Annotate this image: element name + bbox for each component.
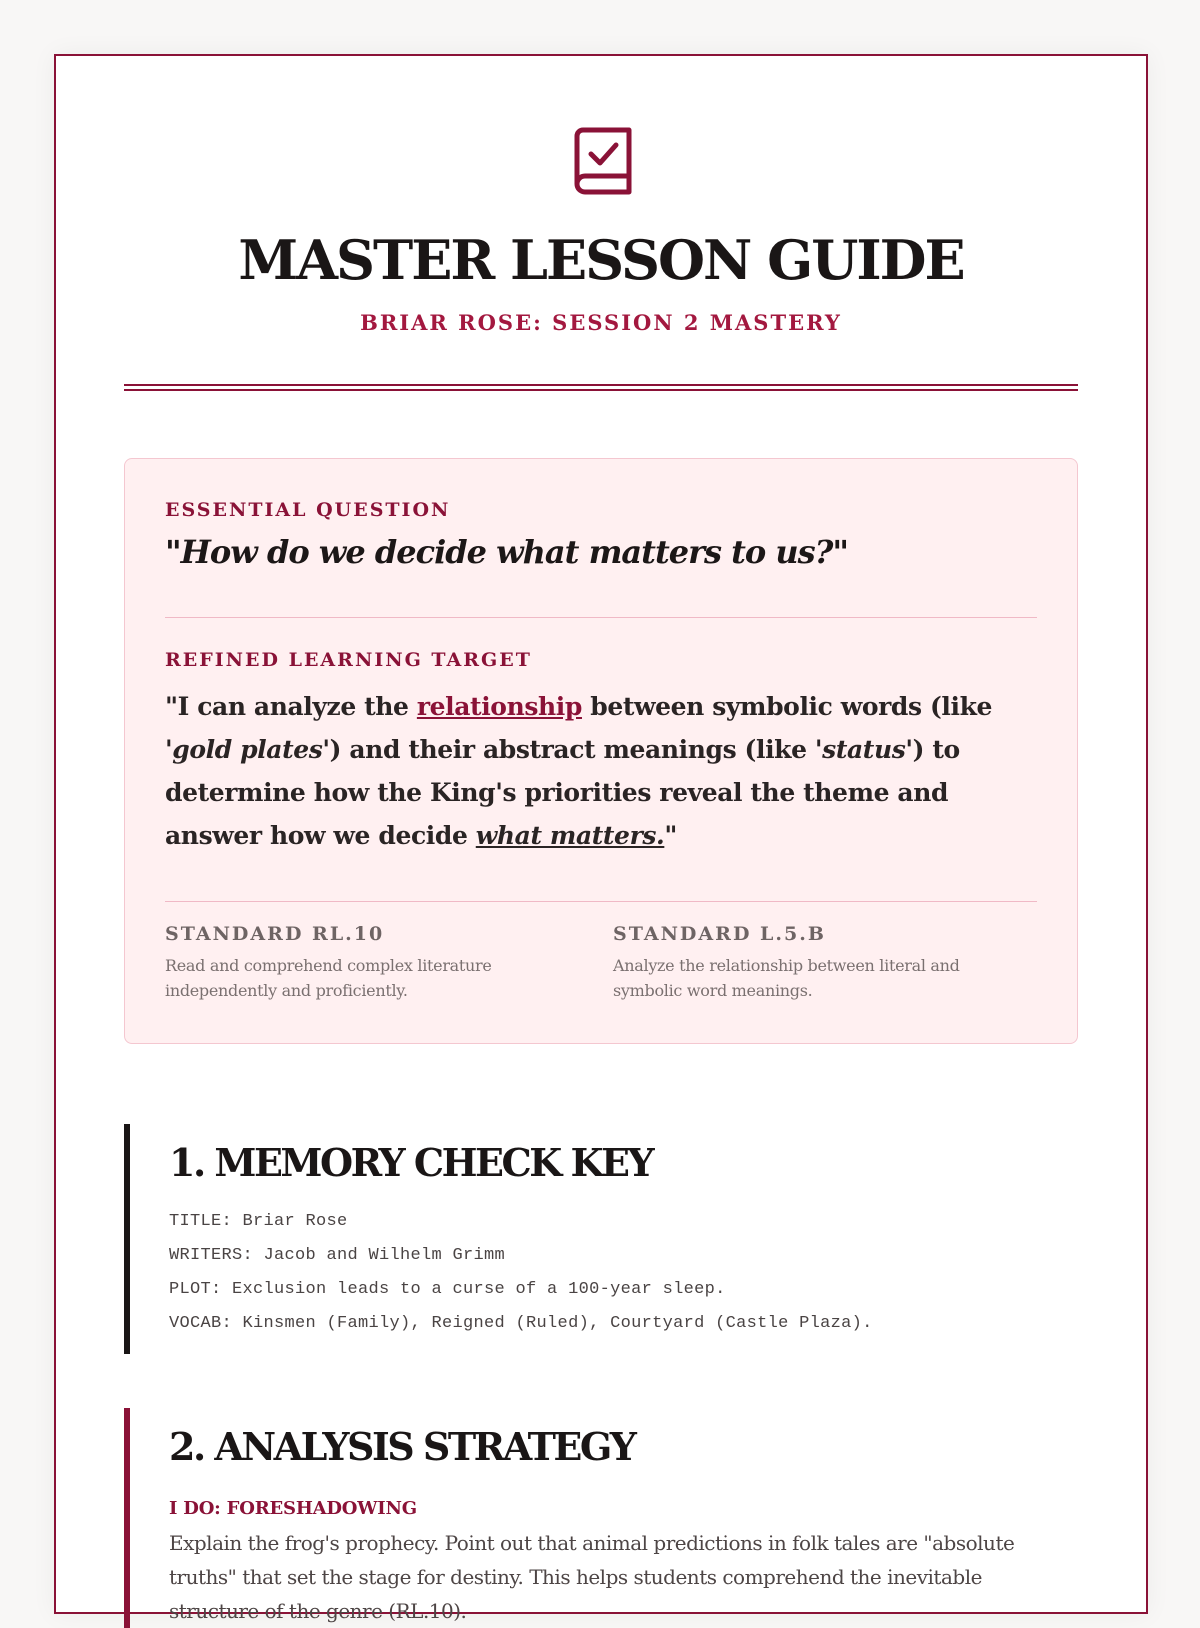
section-title: 2. ANALYSIS STRATEGY [169, 1424, 635, 1469]
standard-rl10 [165, 923, 565, 1003]
section-bar [124, 1124, 130, 1354]
standard-description: Read and comprehend complex literature independently and proficiently. [165, 956, 492, 1000]
gold-plates-term: 'gold plates' [165, 735, 330, 764]
book-check-icon [571, 126, 635, 202]
target-text-part: " [664, 821, 677, 850]
essential-question-text: "How do we decide what matters to us?" [165, 533, 849, 571]
target-text-part: ) and their abstract meanings (like [329, 735, 815, 764]
card-divider [165, 617, 1037, 618]
card-divider [165, 901, 1037, 902]
section-title: 1. MEMORY CHECK KEY [169, 1140, 653, 1185]
standard-title: STANDARD L.5.B [613, 923, 826, 945]
lesson-guide-page [54, 54, 1148, 1623]
memory-line-vocab: VOCAB: Kinsmen (Family), Reigned (Ruled), Courtyard (Castle Plaza). [169, 1314, 873, 1333]
i-do-text: Explain the frog's prophecy. Point out that animal predictions in folk tales are "absolute truths" that set the stage for destiny. This helps students comprehend the inevitable structure of the genre (RL.10). [169, 1531, 1015, 1623]
standard-l5b [613, 923, 1013, 1003]
essential-question-label: ESSENTIAL QUESTION [165, 499, 451, 521]
memory-line-title: TITLE: Briar Rose [169, 1212, 348, 1231]
essential-question-card [124, 458, 1078, 1044]
learning-target-text [165, 685, 1045, 857]
what-matters-term: what matters. [475, 821, 665, 850]
header-divider [124, 384, 1078, 391]
memory-line-writers: WRITERS: Jacob and Wilhelm Grimm [169, 1246, 506, 1265]
standard-description: Analyze the relationship between literal and symbolic word meanings. [613, 956, 960, 1000]
status-term: 'status' [814, 735, 913, 764]
i-do-label: I DO: FORESHADOWING [169, 1498, 417, 1519]
analysis-strategy-section [124, 1408, 1078, 1628]
target-text-part: ) to determine how the King's priorities reveal the theme and answer how we decide [165, 735, 960, 850]
memory-line-plot: PLOT: Exclusion leads to a curse of a 100-year sleep. [169, 1280, 726, 1299]
target-text-part: "I can analyze the [165, 692, 417, 721]
learning-target-label: REFINED LEARNING TARGET [165, 649, 532, 671]
memory-check-section [124, 1124, 1078, 1354]
page-subtitle: BRIAR ROSE: SESSION 2 MASTERY [360, 310, 842, 335]
relationship-link[interactable]: relationship [416, 692, 582, 721]
page-title: MASTER LESSON GUIDE [238, 228, 964, 292]
section-bar [124, 1408, 130, 1628]
standard-title: STANDARD RL.10 [165, 923, 385, 945]
target-text-part: between symbolic words (like [581, 692, 993, 721]
